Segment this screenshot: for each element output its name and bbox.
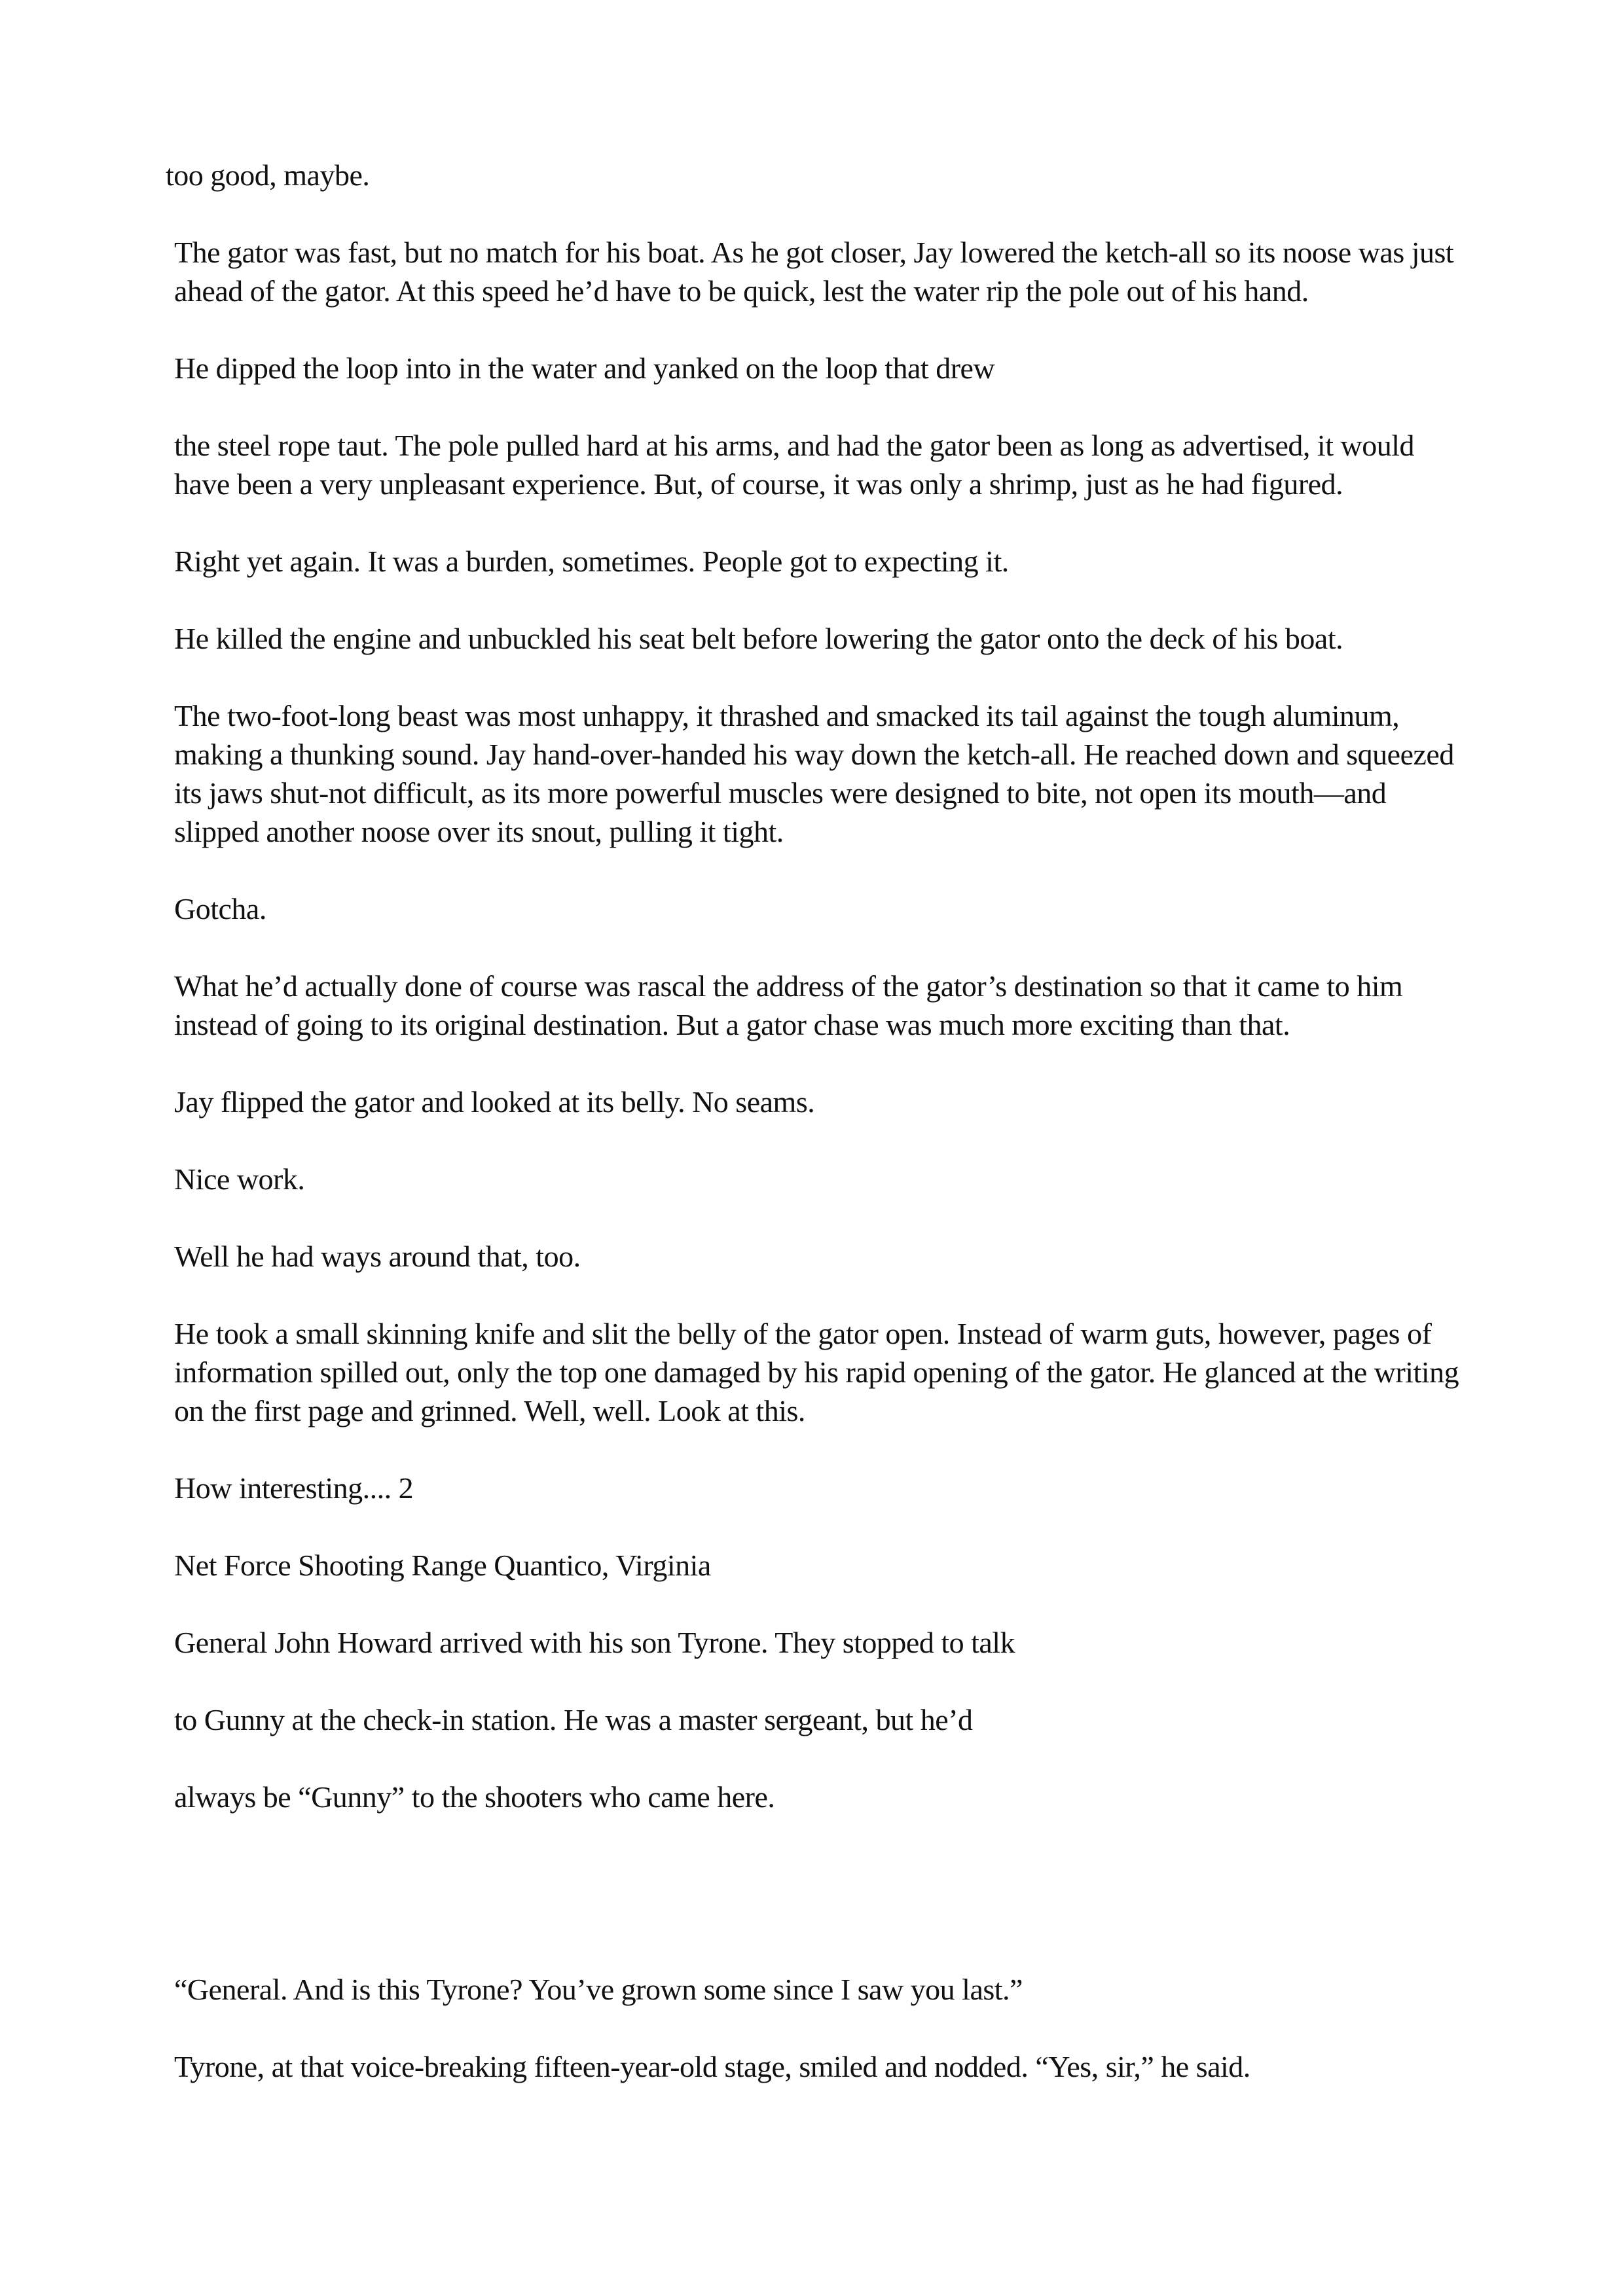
paragraph: Jay flipped the gator and looked at its belly. No seams. xyxy=(174,1085,815,1119)
paragraph: Gotcha. xyxy=(174,892,266,925)
paragraph: The gator was fast, but no match for his boat. As he got closer, Jay lowered the ketch-all so its noose was just ahead of the gator. At this speed he’d have to be quick, lest the water rip the pole out of his hand. xyxy=(174,236,1454,308)
scene-heading: Net Force Shooting Range Quantico, Virginia xyxy=(174,1549,711,1582)
chapter-end-line: How interesting.... 2 xyxy=(174,1471,414,1505)
paragraph: Nice work. xyxy=(174,1162,305,1196)
paragraph: Right yet again. It was a burden, sometimes. People got to expecting it. xyxy=(174,545,1009,578)
paragraph: He killed the engine and unbuckled his seat belt before lowering the gator onto the deck of his boat. xyxy=(174,622,1343,655)
paragraph: too good, maybe. xyxy=(166,158,370,192)
paragraph: Tyrone, at that voice-breaking fifteen-year-old stage, smiled and nodded. “Yes, sir,” he said. xyxy=(174,2050,1250,2083)
paragraph: The two-foot-long beast was most unhappy, it thrashed and smacked its tail against the tough aluminum, making a thunking sound. Jay hand-over-handed his way down the ketch-all. He reached down and squeezed its jaws shut-not difficult, as its more powerful muscles were designed to bite, not open its mouth—and slipped another noose over its snout, pulling it tight. xyxy=(174,699,1454,848)
paragraph: What he’d actually done of course was rascal the address of the gator’s destination so that it came to him instead of going to its original destination. But a gator chase was much more exciting than that. xyxy=(174,969,1403,1041)
paragraph: “General. And is this Tyrone? You’ve grown some since I saw you last.” xyxy=(174,1973,1023,2006)
blank-gap xyxy=(166,1855,1468,1970)
paragraph: the steel rope taut. The pole pulled hard at his arms, and had the gator been as long as advertised, it would have been a very unpleasant experience. But, of course, it was only a shrimp, just as he had figured. xyxy=(174,429,1414,501)
paragraph: He took a small skinning knife and slit the belly of the gator open. Instead of warm guts, however, pages of information spilled out, only the top one damaged by his rapid opening of the gator. He glanced at the writing on the first page and grinned. Well, well. Look at this. xyxy=(174,1317,1459,1427)
paragraph: to Gunny at the check-in station. He was a master sergeant, but he’d xyxy=(174,1703,973,1736)
paragraph: He dipped the loop into in the water and yanked on the loop that drew xyxy=(174,351,995,385)
paragraph: General John Howard arrived with his son Tyrone. They stopped to talk xyxy=(174,1626,1015,1659)
paragraph: always be “Gunny” to the shooters who came here. xyxy=(174,1780,775,1814)
paragraph: Well he had ways around that, too. xyxy=(174,1240,581,1273)
body-text xyxy=(166,156,1468,2125)
